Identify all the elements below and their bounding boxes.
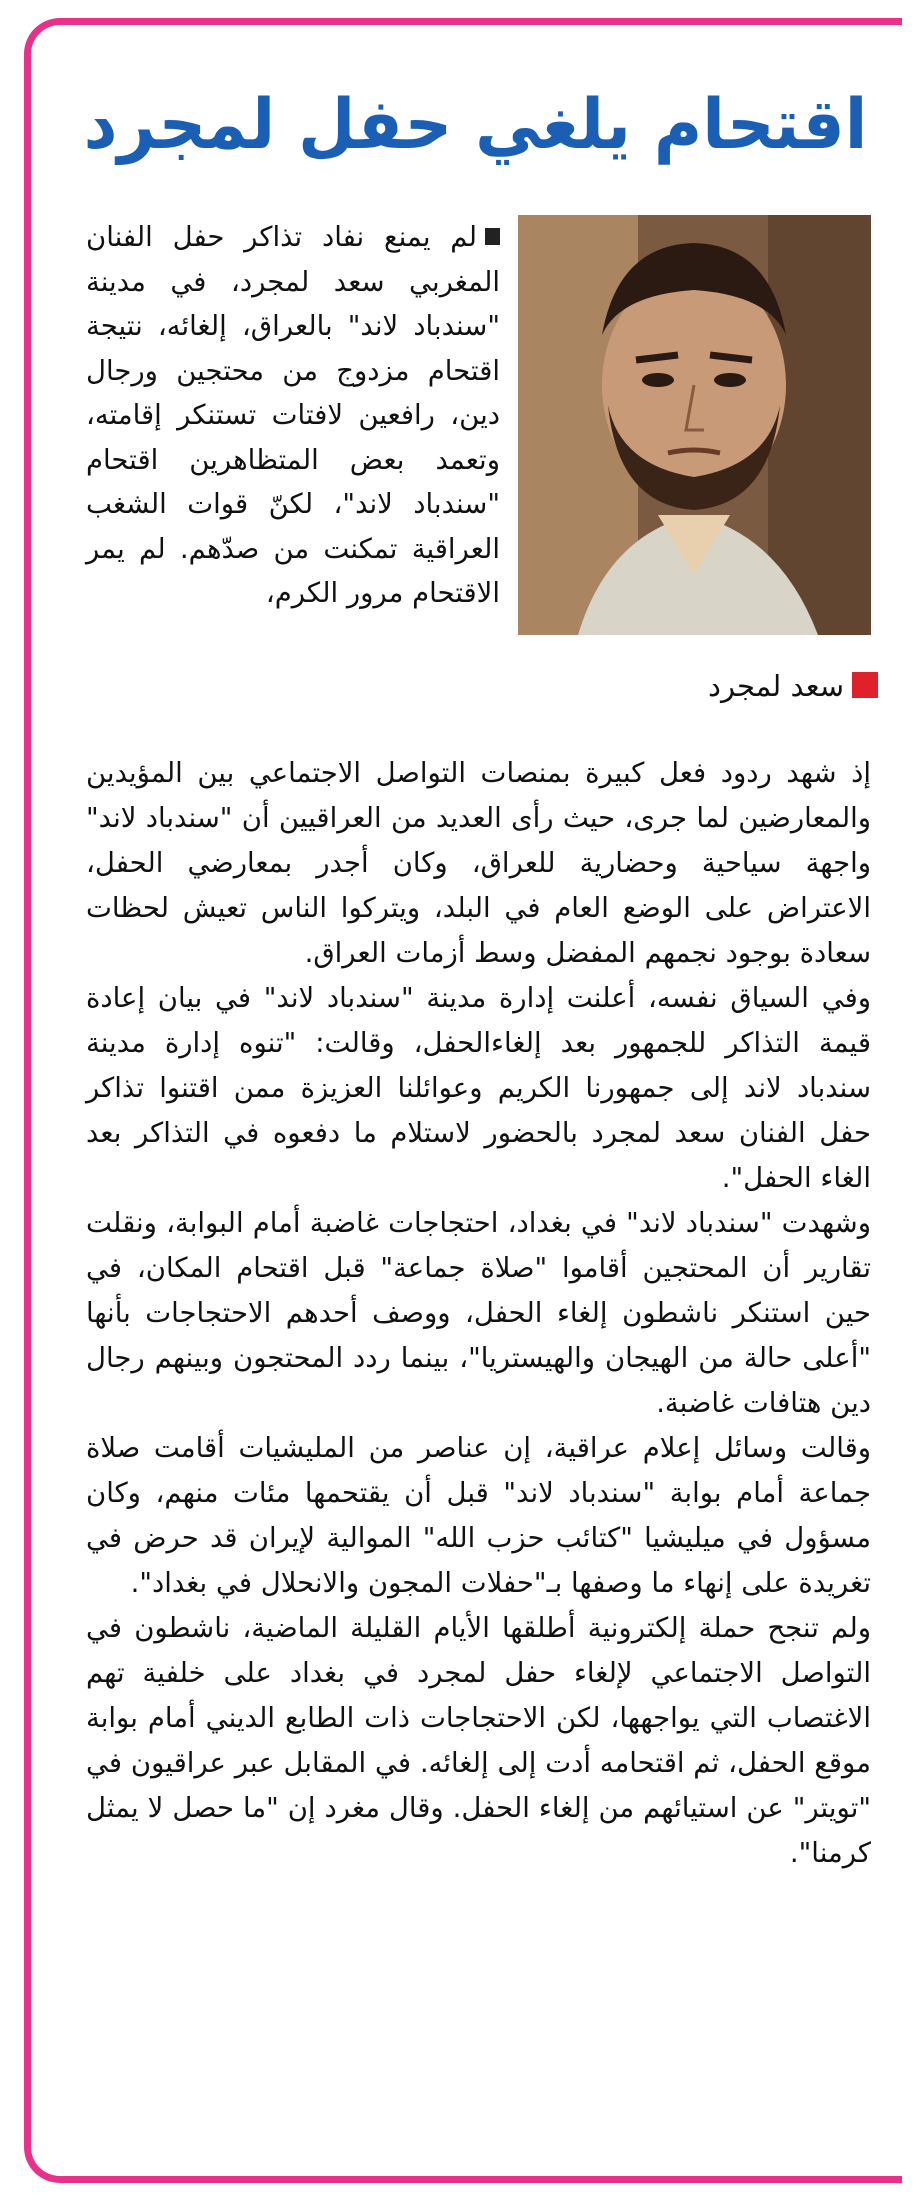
body-paragraph: إذ شهد ردود فعل كبيرة بمنصات التواصل الاجتماعي بين المؤيدين والمعارضين لما جرى، حيث رأى العديد من العراقيين أن "سندباد لاند" واجهة سياحية وحضارية للعراق، وكان أجدر بمعارضي الحفل، الاعتراض على الوضع العام في البلد، ويتركوا الناس تعيش لحظات سعادة بوجود نجمهم المفضل وسط أزمات العراق. bbox=[86, 757, 871, 969]
body-paragraph: وقالت وسائل إعلام عراقية، إن عناصر من المليشيات أقامت صلاة جماعة أمام بوابة "سندباد لاند" قبل أن يقتحمها مئات منهم، وكان مسؤول في ميليشيا "كتائب حزب الله" الموالية لإيران قد حرض في تغريدة على إنهاء ما وصفها بـ"حفلات المجون والانحلال في بغداد". bbox=[86, 1432, 871, 1599]
article-body bbox=[86, 751, 871, 1876]
caption-text: سعد لمجرد bbox=[708, 669, 844, 703]
lead-bullet-icon bbox=[485, 228, 500, 245]
caption-marker-icon bbox=[852, 672, 878, 698]
portrait-image bbox=[518, 215, 871, 635]
body-paragraph: ولم تنجح حملة إلكترونية أطلقها الأيام القليلة الماضية، ناشطون في التواصل الاجتماعي لإلغاء حفل لمجرد في بغداد على خلفية تهم الاغتصاب التي يواجهها، لكن الاحتجاجات ذات الطابع الديني أمام بوابة موقع الحفل، ثم اقتحامه أدت إلى إلغائه. في المقابل عبر عراقيون في "تويتر" عن استيائهم من إلغاء الحفل. وقال مغرد إن "ما حصل لا يمثل كرمنا". bbox=[86, 1612, 871, 1869]
article-photo bbox=[518, 215, 871, 635]
lead-paragraph-text: لم يمنع نفاد تذاكر حفل الفنان المغربي سعد لمجرد، في مدينة "سندباد لاند" بالعراق، إلغائه، نتيجة اقتحام مزدوج من محتجين ورجال دين، رافعين لافتات تستنكر إقامته، وتعمد بعض المتظاهرين اقتحام "سندباد لاند"، لكنّ قوات الشغب العراقية تمكنت من صدّهم. لم يمر الاقتحام مرور الكرم، bbox=[86, 221, 500, 609]
body-paragraph: وفي السياق نفسه، أعلنت إدارة مدينة "سندباد لاند" في بيان إعادة قيمة التذاكر للجمهور بعد إلغاءالحفل، وقالت: "تنوه إدارة مدينة سندباد لاند إلى جمهورنا الكريم وعوائلنا العزيزة ممن اقتنوا تذاكر حفل الفنان سعد لمجرد بالحضور لاستلام ما دفعوه في التذاكر بعد الغاء الحفل". bbox=[86, 982, 871, 1194]
headline: اقتحام يلغي حفل لمجرد bbox=[83, 84, 868, 165]
photo-caption bbox=[560, 664, 878, 708]
body-paragraph: وشهدت "سندباد لاند" في بغداد، احتجاجات غاضبة أمام البوابة، ونقلت تقارير أن المحتجين أقاموا "صلاة جماعة" قبل اقتحام المكان، في حين استنكر ناشطون إلغاء الحفل، ووصف أحدهم الاحتجاجات بأنها "أعلى حالة من الهيجان والهيستريا"، بينما ردد المحتجون وبينهم رجال دين هتافات غاضبة. bbox=[86, 1207, 871, 1419]
lead-column bbox=[86, 215, 500, 616]
lead-paragraph bbox=[86, 215, 500, 616]
